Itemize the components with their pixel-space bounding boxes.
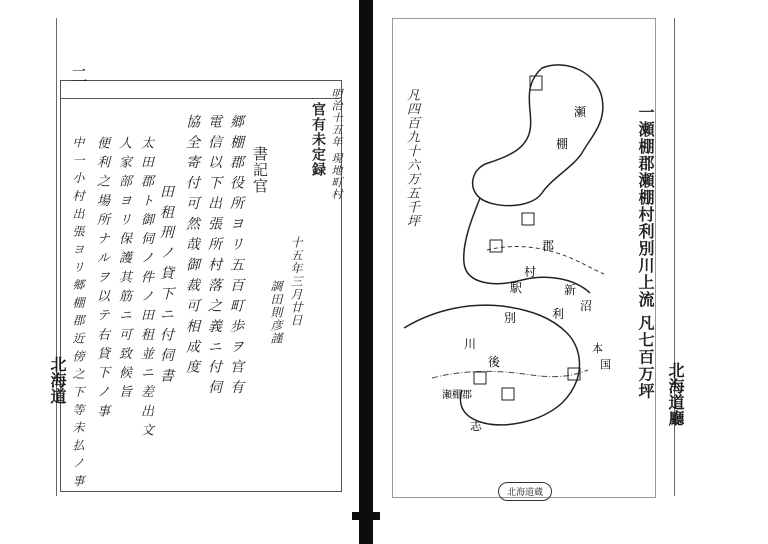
document-date: 十五年三月廿日 [289,236,303,327]
page-number: 二 [70,66,88,87]
clerk-title: 書記官 [251,146,269,194]
map-label-11: 本 [592,342,603,355]
document-title: 官有未定録 [310,102,326,177]
map-label-9: 別 [504,311,517,325]
map-river-upper-boundary [473,65,603,206]
map-road [432,370,588,378]
body-line-7: 便 利 之 場 所 ナ ル ヲ 以 テ 右 貸 下 ノ 事 [94,136,109,418]
map-label-12: 国 [600,358,611,371]
land-map [392,18,654,496]
body-line-8: 中 一 小 村 出 張 ヨ リ 郷 棚 郡 近 傍 之 下 等 未 払 ノ 事 [71,136,85,488]
map-label-8: 利 [552,307,565,321]
header-note: 明治十五年 現地町村 [330,88,343,201]
map-symbol-3 [522,213,534,225]
map-label-3: 郡 [542,239,555,253]
signature: 調田則彦謹 [269,280,283,345]
map-symbol-4 [474,372,486,384]
book-gutter-foot [352,512,380,520]
map-label-10: 川 [464,337,477,351]
body-line-5: 太 田 郡 ト 御 伺 ノ 件 ノ 田 租 並 ニ 差 出 文 [138,136,153,437]
map-label-1: 瀬 [574,105,587,119]
right-page [382,18,685,498]
map-label-2: 棚 [556,137,569,151]
map-title: 一瀬棚郡瀬棚村利別川上流 凡七百万坪 [636,104,655,400]
left-spine [50,18,57,496]
map-label-13: 後 [488,355,501,369]
left-margin-label: 北海道 [48,356,67,404]
body-line-3: 協 全 寄 付 可 然 哉 御 裁 可 相 成 度 [184,114,200,375]
map-label-6: 新 [564,283,577,297]
map-symbol-2 [490,240,502,252]
body-line-1: 郷 棚 郡 役 所 ヨ リ 五 百 町 歩 ヲ 官 有 [228,114,244,395]
body-line-6: 人 家 部 ヨ リ 保 護 其 筋 ニ 可 致 候 旨 [116,136,131,399]
map-symbol-5 [502,388,514,400]
map-label-7: 沼 [580,299,593,313]
map-label-5: 駅 [510,281,523,295]
map-label-14: 瀬棚郡 [442,390,472,401]
archive-stamp: 北海道蔵 [498,482,552,501]
left-page-header-rule [60,80,340,99]
book-gutter [359,0,373,544]
area-note: 凡四百九十六万五千坪 [404,88,419,228]
left-page [48,18,352,496]
body-line-4: 田 租 刑 ノ 貸 下 ニ 付 伺 書 [158,184,174,384]
right-margin-label: 北海道廳 [666,362,685,426]
body-line-2: 電 信 以 下 出 張 所 村 落 之 義 ニ 付 伺 [206,114,222,395]
map-label-4: 村 [524,265,537,279]
map-label-15: 志 [470,419,483,433]
